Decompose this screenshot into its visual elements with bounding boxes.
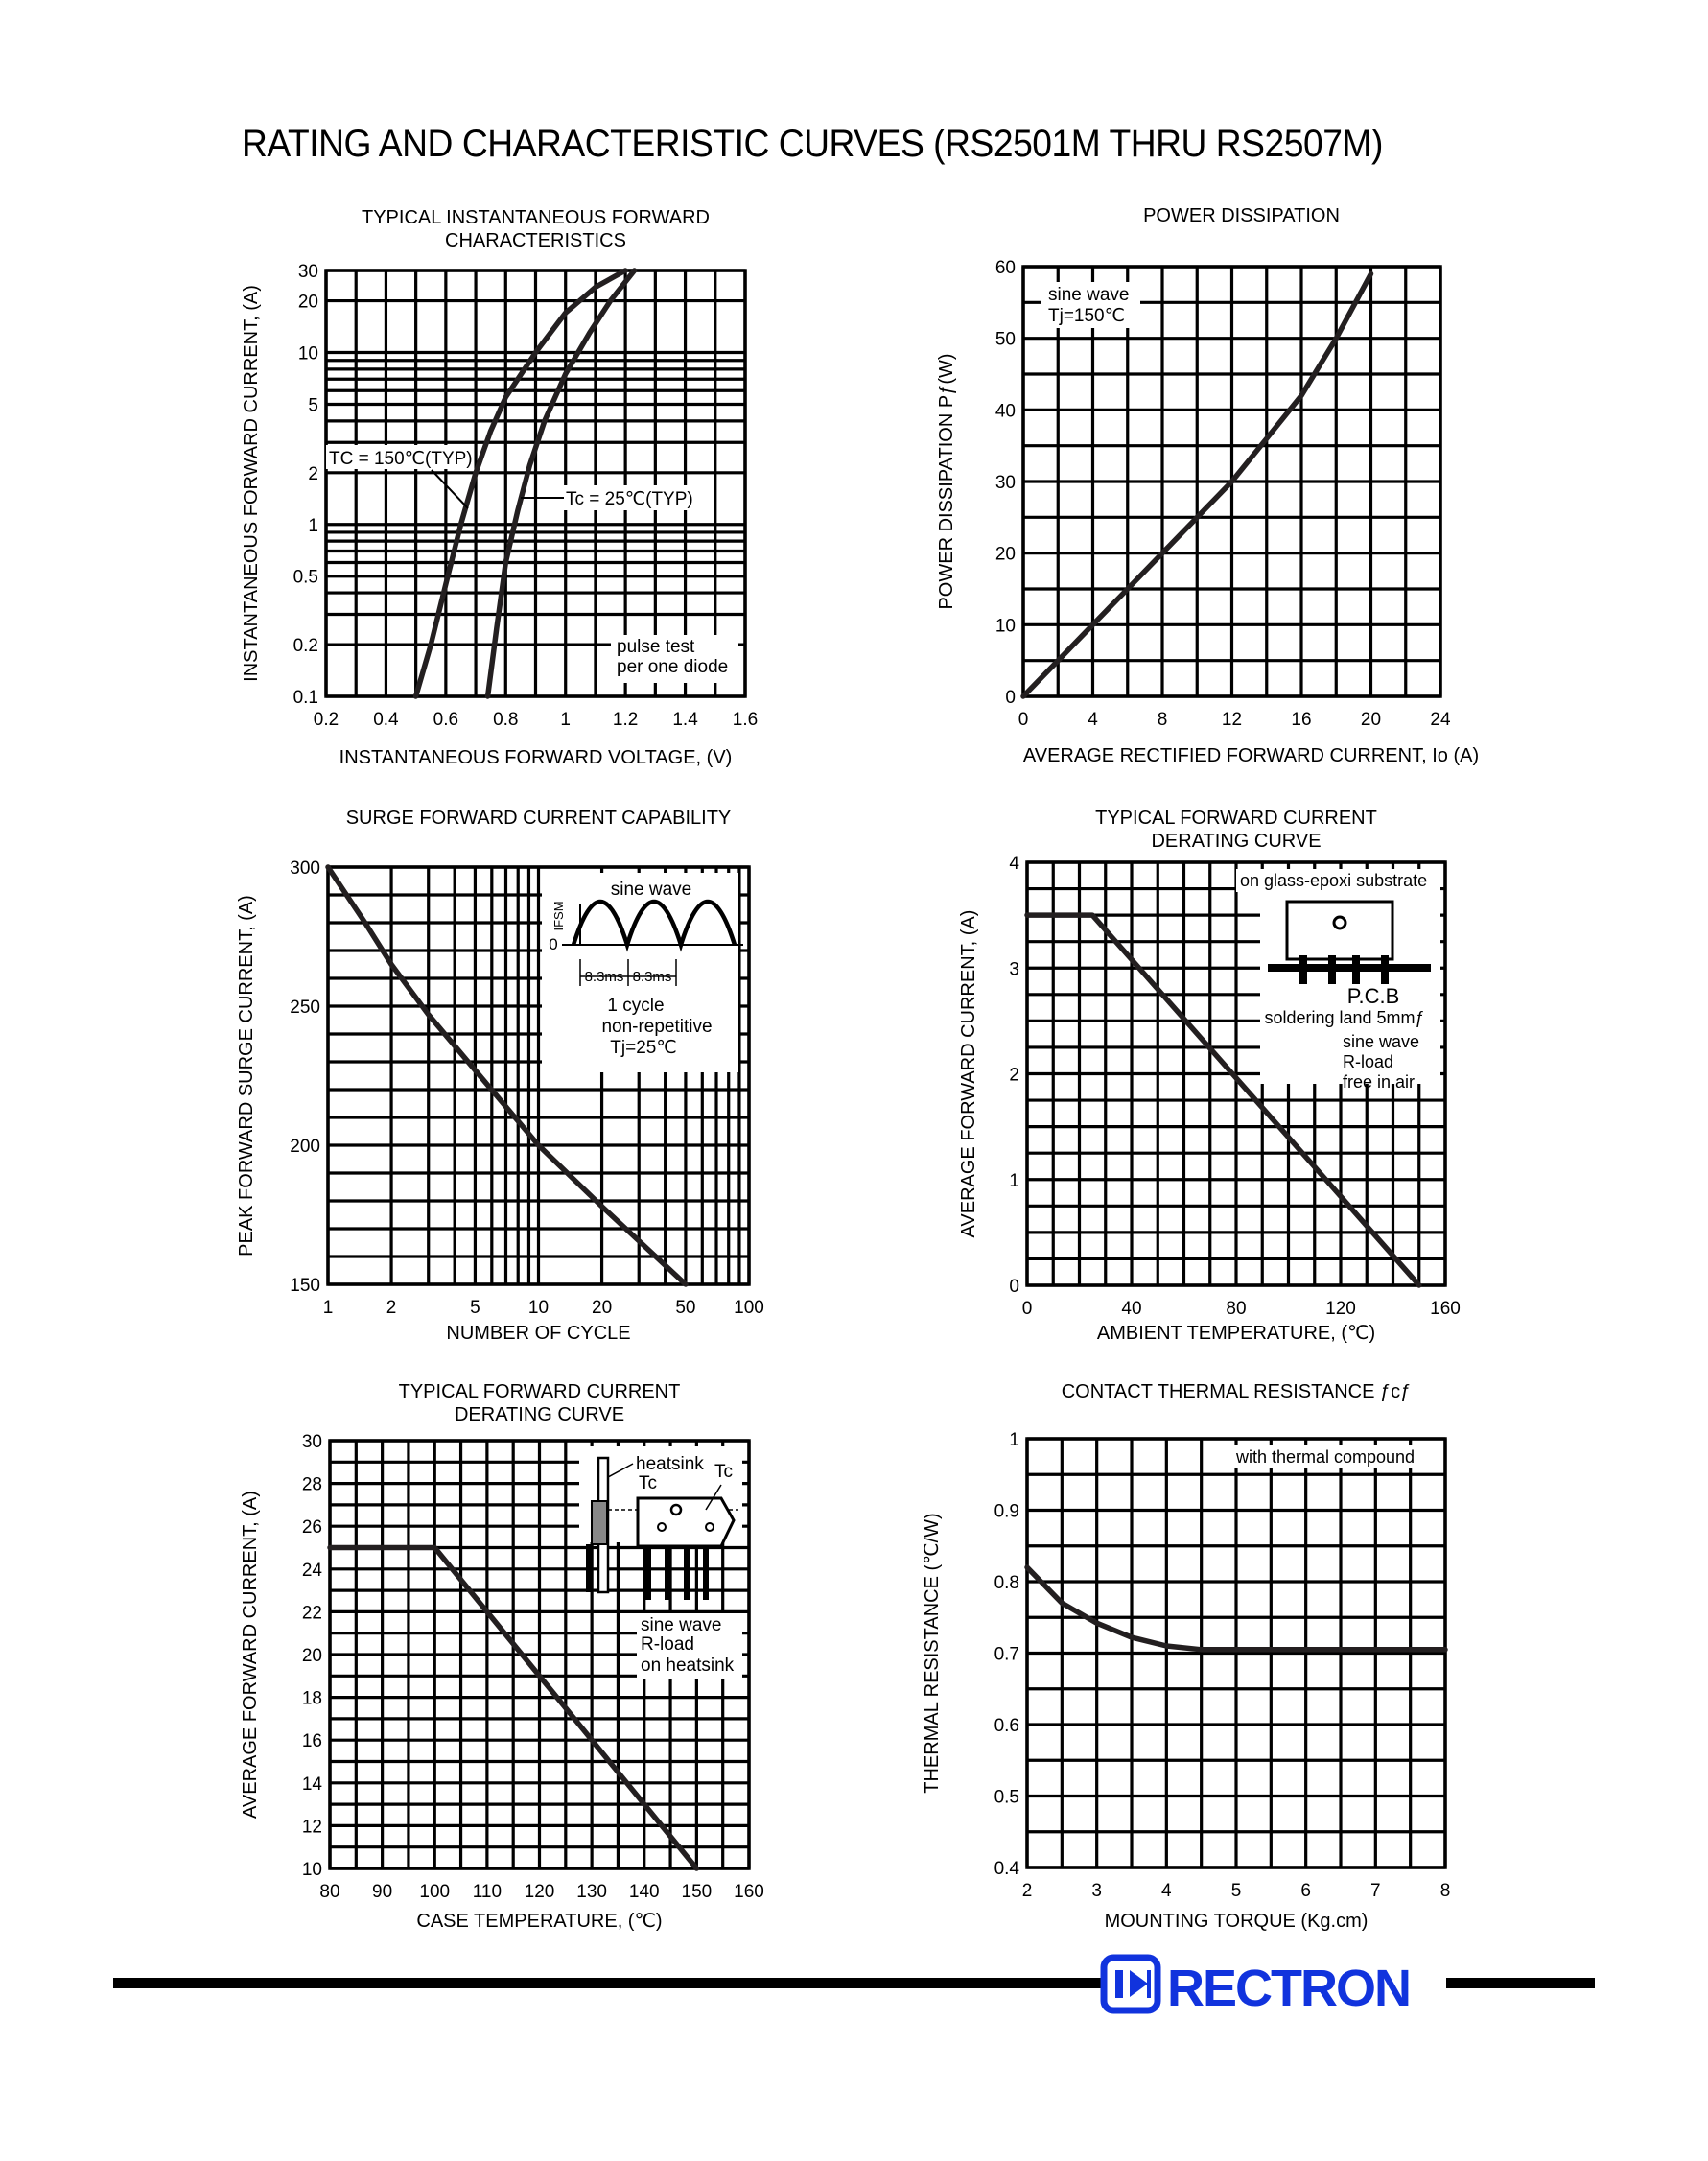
y-tick-label: 0.1 [292,688,318,708]
y-tick-label: 26 [301,1517,322,1539]
surge-note: sine wave [610,880,692,900]
y-tick-label: 2 [1009,1065,1019,1086]
x-axis-label: MOUNTING TORQUE (Kg.cm) [1104,1911,1369,1932]
surge-note: Tj=25℃ [610,1038,677,1058]
device-side-icon [592,1501,607,1544]
x-tick-label: 5 [470,1298,480,1318]
heatsink-label: heatsink [636,1454,704,1474]
y-tick-label: 0.9 [994,1501,1019,1522]
y-tick-label: 0.6 [994,1716,1019,1736]
x-tick-label: 50 [675,1298,696,1318]
y-tick-label: 0 [1009,1277,1019,1297]
ifsm-label: IFSM [551,901,566,931]
chart-title: SURGE FORWARD CURRENT CAPABILITY [345,808,732,829]
y-tick-label: 60 [994,258,1016,278]
rectron-logo-mark [1104,1958,1158,2010]
y-tick-label: 0.2 [292,636,318,657]
x-tick-label: 2 [386,1298,397,1318]
y-tick-label: 0.5 [994,1787,1019,1808]
y-tick-label: 28 [301,1474,322,1495]
x-tick-label: 1 [560,710,572,730]
x-tick-label: 20 [1360,710,1382,730]
y-tick-label: 18 [301,1688,322,1709]
y-tick-label: 1 [308,515,318,536]
footer [113,1958,1595,2017]
lead-icon [586,1544,591,1592]
y-tick-label: 150 [290,1276,320,1296]
derate-case-note: sine wave [641,1615,722,1635]
x-tick-label: 16 [1291,710,1312,730]
chart-title: POWER DISSIPATION [1143,205,1340,226]
tc-label: Tc [714,1462,733,1482]
footer-bar-right [1446,1978,1595,1988]
x-tick-label: 100 [419,1882,451,1902]
x-tick-label: 120 [524,1882,555,1902]
chart-title: DERATING CURVE [1151,831,1322,852]
chart-title: TYPICAL FORWARD CURRENT [1095,808,1377,829]
period-label: 8.3ms [632,969,672,985]
x-tick-label: 0.4 [373,710,399,730]
lead-icon [1299,955,1307,984]
solder-note: soldering land 5mmƒ [1264,1008,1425,1027]
logo-text: RECTRON [1167,1960,1410,2017]
y-axis-label: INSTANTANEOUS FORWARD CURRENT, (A) [241,285,262,682]
y-tick-label: 4 [1009,854,1019,874]
period-label: 8.3ms [584,969,624,985]
tc150-label: TC = 150℃(TYP) [329,449,473,469]
y-axis-label: PEAK FORWARD SURGE CURRENT, (A) [236,895,257,1257]
charts-layer [236,205,1479,1932]
lead-icon [1328,955,1336,984]
chart-fwd [241,207,758,768]
y-tick-label: 0.4 [994,1859,1019,1879]
y-tick-label: 10 [994,616,1016,637]
y-tick-label: 50 [994,329,1016,350]
y-tick-label: 2 [308,463,318,484]
y-tick-label: 1 [1009,1170,1019,1191]
x-axis-label: AVERAGE RECTIFIED FORWARD CURRENT, Io (A) [1022,745,1480,766]
y-tick-label: 30 [994,473,1016,493]
lead-icon [684,1546,690,1600]
derate-amb-note: sine wave [1343,1032,1420,1051]
lead-icon [645,1546,651,1600]
substrate-note: on glass-epoxi substrate [1240,871,1428,890]
x-tick-label: 2 [1021,1881,1033,1901]
x-tick-label: 3 [1091,1881,1102,1901]
chart-surge [236,808,764,1344]
x-tick-label: 8 [1439,1881,1451,1901]
y-tick-label: 20 [297,292,318,313]
lead-icon [1381,955,1389,984]
bridge-package-icon [1287,902,1392,959]
y-tick-label: 24 [301,1560,322,1581]
x-tick-label: 150 [681,1882,713,1902]
y-tick-label: 250 [290,998,320,1018]
y-tick-label: 22 [301,1603,322,1624]
y-tick-label: 20 [301,1646,322,1666]
x-tick-label: 6 [1300,1881,1311,1901]
x-tick-label: 12 [1221,710,1243,730]
y-axis-label: THERMAL RESISTANCE (℃/W) [922,1513,943,1794]
y-tick-label: 0.7 [994,1644,1019,1665]
chart-title: CHARACTERISTICS [445,230,626,251]
x-tick-label: 10 [527,1298,550,1318]
x-tick-label: 4 [1088,710,1098,730]
x-axis-label: NUMBER OF CYCLE [446,1323,631,1344]
x-tick-label: 0.8 [493,710,519,730]
y-axis-label: POWER DISSIPATION Pƒ(W) [936,353,957,610]
y-axis-label: AVERAGE FORWARD CURRENT, (A) [240,1491,261,1819]
derate-case-note: on heatsink [641,1656,735,1676]
x-tick-label: 40 [1121,1299,1142,1319]
derate-amb-note: free in air [1343,1072,1416,1092]
surge-note: non-repetitive [601,1017,713,1037]
lead-icon [665,1546,670,1600]
y-tick-label: 300 [290,858,320,879]
y-tick-label: 20 [994,544,1016,565]
y-tick-label: 3 [1009,959,1019,980]
chart-pd [936,205,1479,766]
chart-title: DERATING CURVE [454,1404,625,1425]
chart-thermal [922,1381,1450,1932]
derate-case-note: R-load [641,1634,694,1655]
x-tick-label: 160 [734,1882,764,1902]
chart-title: TYPICAL FORWARD CURRENT [398,1381,681,1402]
y-tick-label: 14 [301,1773,322,1795]
y-tick-label: 16 [301,1731,322,1752]
x-tick-label: 1.4 [672,710,698,730]
y-tick-label: 10 [297,343,318,364]
pcb-icon [1268,964,1431,972]
x-tick-label: 80 [1226,1299,1247,1319]
chart-title: TYPICAL INSTANTANEOUS FORWARD [362,207,710,228]
x-tick-label: 0 [1021,1299,1033,1319]
x-tick-label: 20 [592,1298,613,1318]
y-axis-label: AVERAGE FORWARD CURRENT, (A) [958,909,979,1238]
x-tick-label: 120 [1325,1299,1356,1319]
x-tick-label: 0.2 [313,710,339,730]
y-tick-label: 0.8 [994,1573,1019,1593]
y-tick-label: 5 [308,395,318,416]
x-axis-label: AMBIENT TEMPERATURE, (℃) [1096,1323,1376,1344]
x-tick-label: 160 [1430,1299,1461,1319]
y-tick-label: 0.5 [292,567,318,588]
tc-label: Tc [639,1473,657,1493]
tc25-label: Tc = 25℃(TYP) [566,489,693,509]
zero-label: 0 [549,935,558,953]
chart-derate_amb [958,808,1461,1344]
x-tick-label: 0 [1018,710,1029,730]
x-tick-label: 100 [734,1298,764,1318]
x-tick-label: 24 [1430,710,1451,730]
y-tick-label: 0 [1005,688,1016,708]
surge-note: 1 cycle [607,996,665,1016]
y-tick-label: 30 [301,1432,322,1452]
x-tick-label: 140 [628,1882,660,1902]
y-tick-label: 40 [994,401,1016,422]
footer-bar-left [113,1978,1106,1988]
page-title: RATING AND CHARACTERISTIC CURVES (RS2501M THRU RS2507M) [242,123,1383,165]
y-tick-label: 1 [1009,1430,1019,1450]
x-tick-label: 1.6 [732,710,759,730]
y-tick-label: 200 [290,1137,320,1157]
x-tick-label: 1.2 [612,710,639,730]
lead-icon [703,1546,709,1600]
x-tick-label: 5 [1230,1881,1242,1901]
x-axis-label: INSTANTANEOUS FORWARD VOLTAGE, (V) [339,747,733,768]
tc150-leader [432,470,468,508]
y-tick-label: 10 [301,1860,322,1880]
chart-derate_case [240,1381,764,1932]
x-tick-label: 1 [322,1298,334,1318]
pulse-note: per one diode [617,657,729,677]
x-tick-label: 8 [1157,710,1168,730]
pcb-label: P.C.B [1346,984,1400,1008]
x-tick-label: 130 [576,1882,607,1902]
x-tick-label: 90 [372,1882,393,1902]
chart-title: CONTACT THERMAL RESISTANCE ƒcƒ [1061,1381,1412,1402]
pd-note: Tj=150℃ [1048,306,1125,326]
y-tick-label: 30 [297,262,318,282]
bridge-package-icon [638,1498,734,1546]
thermal-note: with thermal compound [1235,1447,1416,1467]
lead-icon [1352,955,1360,984]
pd-note: sine wave [1048,285,1130,305]
x-tick-label: 110 [472,1882,503,1902]
x-tick-label: 80 [319,1882,340,1902]
x-tick-label: 4 [1161,1881,1172,1901]
pulse-note: pulse test [617,637,695,657]
series-line-0-1 [488,270,635,696]
derate-amb-note: R-load [1343,1052,1394,1071]
x-tick-label: 0.6 [433,710,459,730]
x-tick-label: 7 [1370,1881,1381,1901]
x-axis-label: CASE TEMPERATURE, (℃) [416,1911,663,1932]
y-tick-label: 12 [301,1817,322,1838]
